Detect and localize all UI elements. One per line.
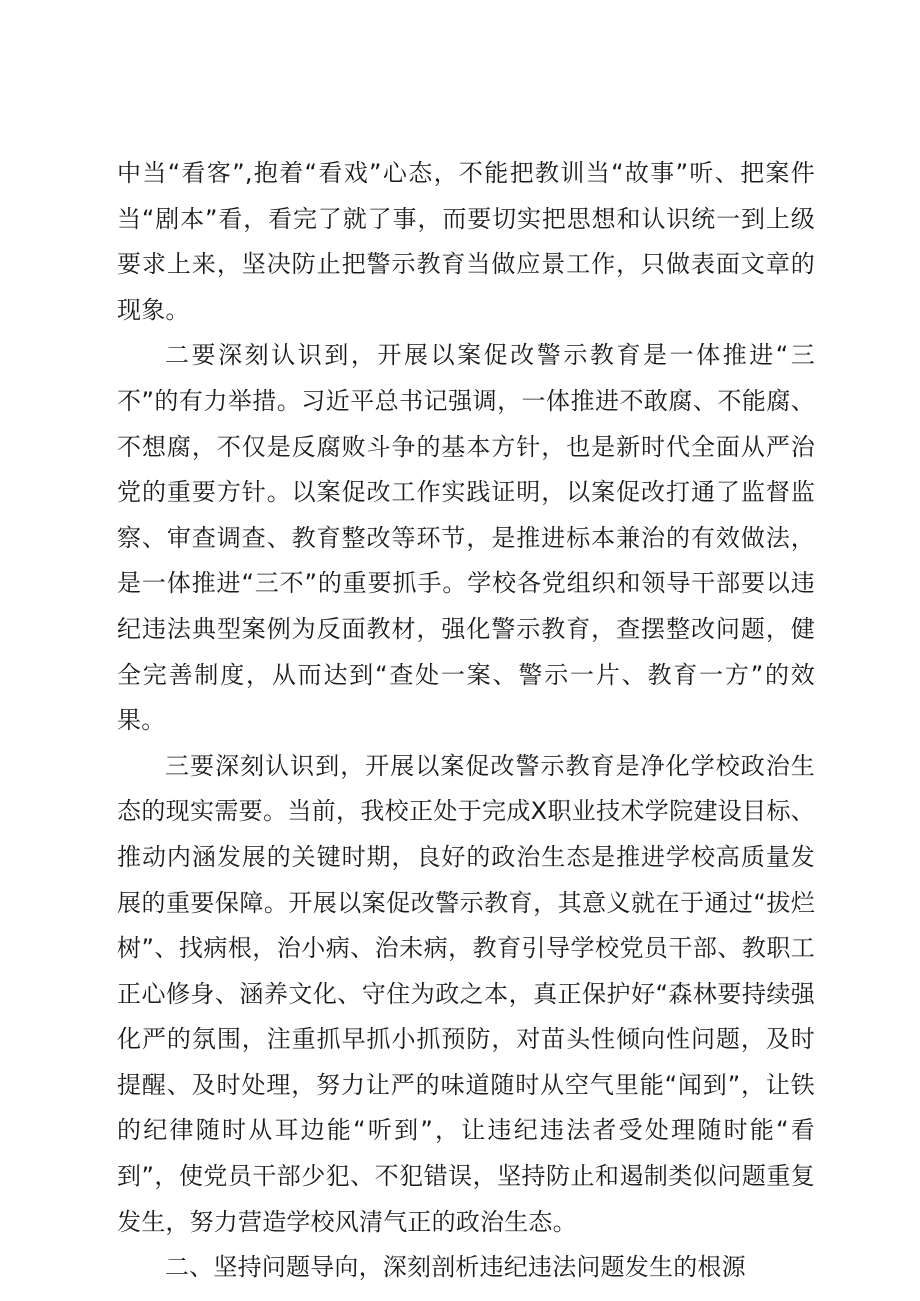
section-heading-two: 二、坚持问题导向，深刻剖析违纪违法问题发生的根源 [165, 1253, 746, 1282]
paragraph-point-two: 二要深刻认识到，开展以案促改警示教育是一体推进“三不”的有力举措。习近平总书记强调，一体推进不敢腐、不能腐、不想腐，不仅是反腐败斗争的基本方针，也是新时代全面从严治党的重要方针。以案促改工作实践证明，以案促改打通了监督监察、审查调查、教育整改等环节，是推进标本兼治的有效做法，是一体推进“三不”的重要抓手。学校各党组织和领导干部要以违纪违法典型案例为反面教材，强化警示教育，查摆整改问题，健全完善制度，从而达到“查处一案、警示一片、教育一方”的效果。 [117, 341, 815, 735]
paragraph-point-three: 三要深刻认识到，开展以案促改警示教育是净化学校政治生态的现实需要。当前，我校正处于完成X职业技术学院建设目标、推动内涵发展的关键时期，良好的政治生态是推进学校高质量发展的重要保障。开展以案促改警示教育，其意义就在于通过“拔烂树”、找病根，治小病、治未病，教育引导学校党员干部、教职工正心修身、涵养文化、守住为政之本，真正保护好“森林要持续强化严的氛围，注重抓早抓小抓预防，对苗头性倾向性问题，及时提醒、及时处理，努力让严的味道随时从空气里能“闻到”，让铁的纪律随时从耳边能“听到”，让违纪违法者受处理随时能“看到”，使党员干部少犯、不犯错误，坚持防止和遏制类似问题重复发生，努力营造学校风清气正的政治生态。 [117, 751, 815, 1236]
document-body [117, 151, 815, 1291]
paragraph-continuation: 中当“看客”,抱着“看戏”心态，不能把教训当“故事”听、把案件当“剧本”看，看完了就了事，而要切实把思想和认识统一到上级要求上来，坚决防止把警示教育当做应景工作，只做表面文章的现象。 [117, 159, 815, 324]
